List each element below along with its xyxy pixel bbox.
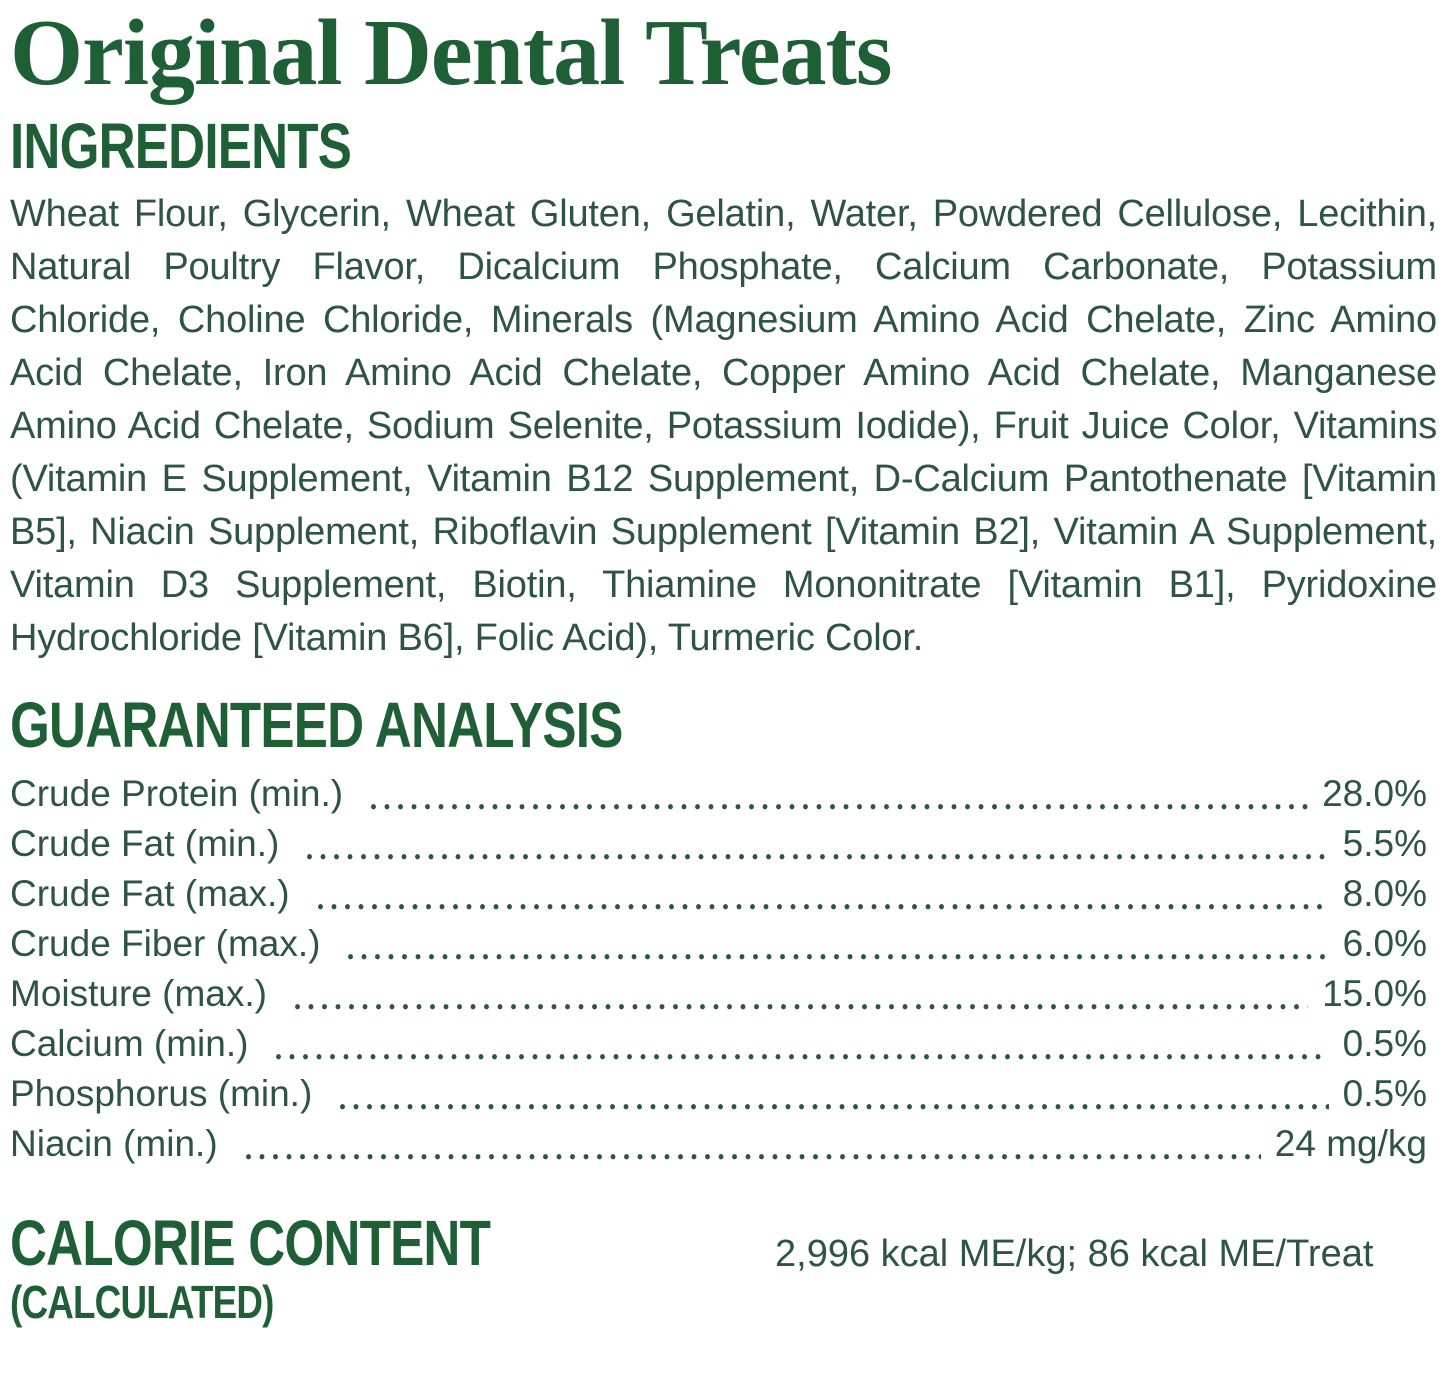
- guaranteed-analysis-heading-text: GUARANTEED ANALYSIS: [10, 688, 623, 761]
- dotted-leader: [340, 1069, 1328, 1119]
- analysis-row-value: 5.5%: [1342, 822, 1427, 864]
- analysis-row-label: Crude Fiber (max.): [10, 922, 321, 964]
- analysis-row-value: 0.5%: [1342, 1072, 1427, 1114]
- dotted-leader: [276, 1019, 1328, 1069]
- analysis-row-label: Crude Protein (min.): [10, 772, 344, 814]
- ingredients-heading-text: INGREDIENTS: [10, 109, 352, 182]
- ingredients-heading: [10, 109, 1437, 182]
- analysis-row-value: 24 mg/kg: [1274, 1122, 1427, 1164]
- analysis-row-value: 6.0%: [1342, 922, 1427, 964]
- analysis-row-label: Calcium (min.): [10, 1022, 249, 1064]
- analysis-row: [10, 819, 1427, 869]
- calorie-content-section: [10, 1206, 1437, 1341]
- dotted-leader: [348, 919, 1328, 969]
- analysis-row: [10, 919, 1427, 969]
- analysis-row-label: Phosphorus (min.): [10, 1072, 313, 1114]
- analysis-row: [10, 1019, 1427, 1069]
- analysis-row-label: Crude Fat (min.): [10, 822, 280, 864]
- analysis-row: [10, 769, 1427, 819]
- analysis-row: [10, 1119, 1427, 1169]
- guaranteed-analysis-table: [10, 769, 1437, 1169]
- calorie-content-value: 2,996 kcal ME/kg; 86 kcal ME/Treat: [775, 1232, 1374, 1275]
- analysis-row: [10, 969, 1427, 1019]
- analysis-row-label: Moisture (max.): [10, 972, 267, 1014]
- analysis-row: [10, 1069, 1427, 1119]
- ingredients-text: Wheat Flour, Glycerin, Wheat Gluten, Gelatin, Water, Powdered Cellulose, Lecithin, Natural Poultry Flavor, Dicalcium Phosphate, Calcium Carbonate, Potassium Chloride, Choline Chloride, Minerals (Magnesium Amino Acid Chelate, Zinc Amino Acid Chelate, Iron Amino Acid Chelate, Copper Amino Acid Chelate, Manganese Amino Acid Chelate, Sodium Selenite, Potassium Iodide), Fruit Juice Color, Vitamins (Vitamin E Supplement, Vitamin B12 Supplement, D-Calcium Pantothenate [Vitamin B5], Niacin Supplement, Riboflavin Supplement [Vitamin B2], Vitamin A Supplement, Vitamin D3 Supplement, Biotin, Thiamine Mononitrate [Vitamin B1], Pyridoxine Hydrochloride [Vitamin B6], Folic Acid), Turmeric Color.: [10, 192, 1437, 659]
- dotted-leader: [246, 1119, 1261, 1169]
- analysis-row-value: 8.0%: [1342, 872, 1427, 914]
- dotted-leader: [295, 969, 1308, 1019]
- analysis-row-label: Niacin (min.): [10, 1122, 218, 1164]
- dotted-leader: [318, 869, 1329, 919]
- calorie-calculated-subheading: [10, 1275, 1437, 1328]
- analysis-row: [10, 869, 1427, 919]
- guaranteed-analysis-heading: [10, 688, 1437, 761]
- analysis-row-value: 15.0%: [1322, 972, 1427, 1014]
- analysis-row-value: 0.5%: [1342, 1022, 1427, 1064]
- page-title: Original Dental Treats: [10, 1, 892, 105]
- analysis-row-label: Crude Fat (max.): [10, 872, 290, 914]
- analysis-row-value: 28.0%: [1322, 772, 1427, 814]
- dotted-leader: [371, 769, 1308, 819]
- calorie-content-heading-text: CALORIE CONTENT: [10, 1206, 491, 1279]
- calorie-calculated-subheading-text: (CALCULATED): [10, 1275, 274, 1328]
- dotted-leader: [307, 819, 1328, 869]
